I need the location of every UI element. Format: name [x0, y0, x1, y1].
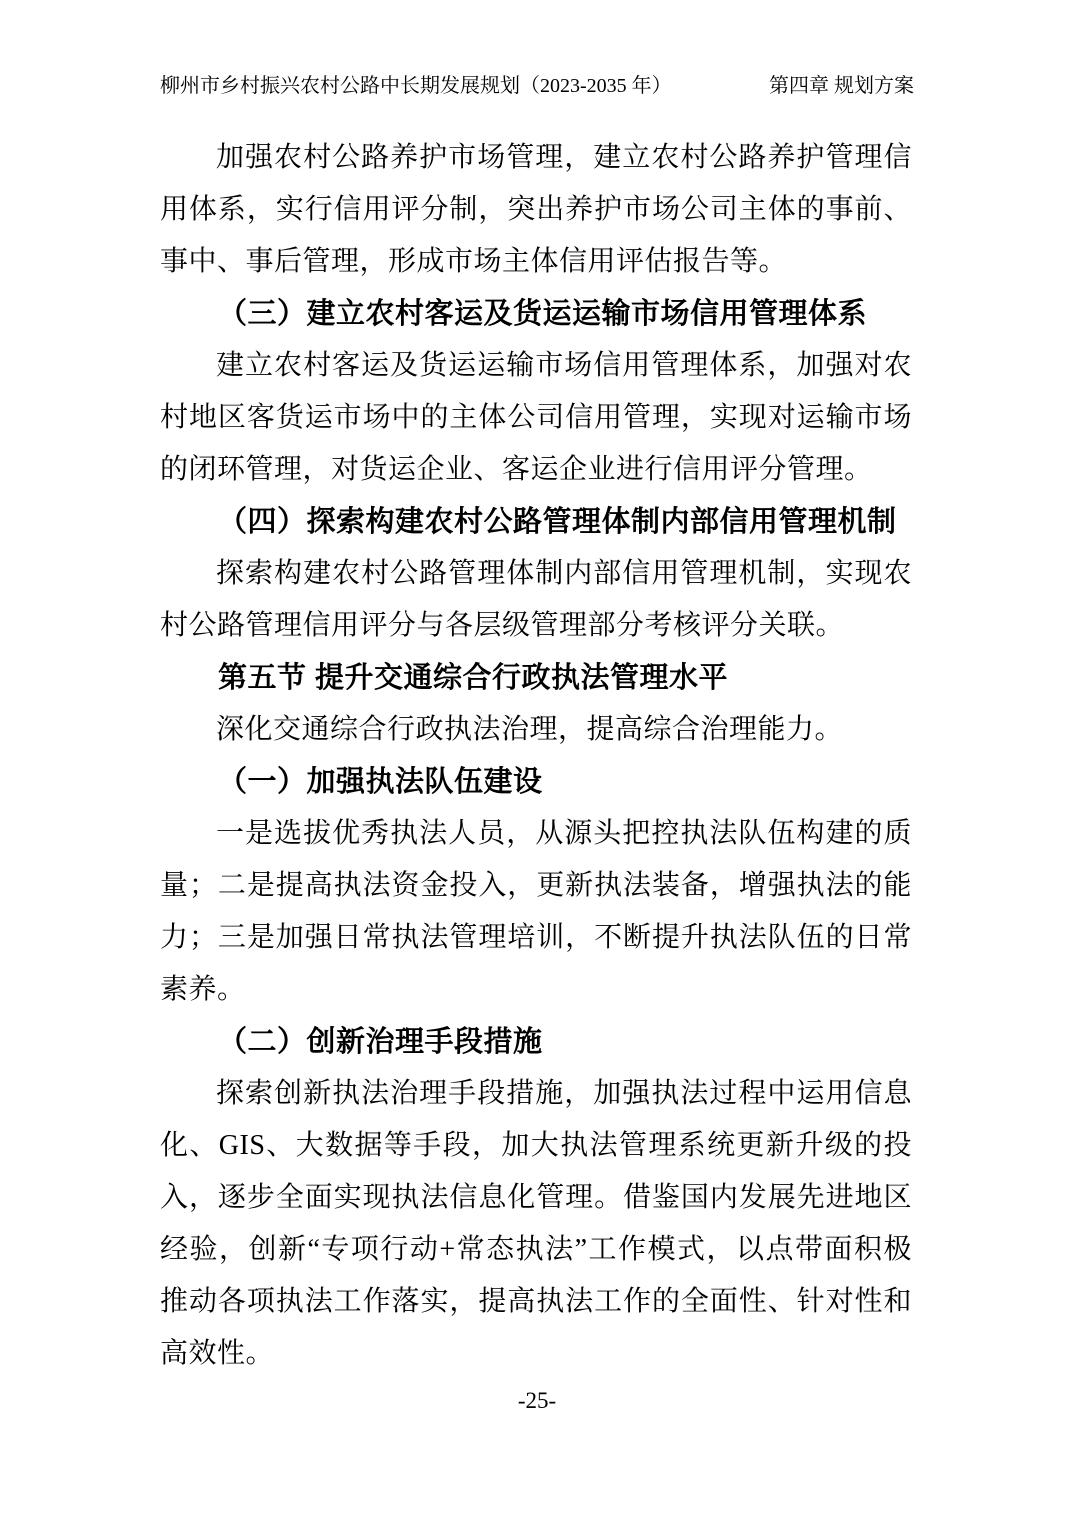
document-body: [160, 132, 912, 1380]
paragraph-law-enforcement-intro: 深化交通综合行政执法治理，提高综合治理能力。: [216, 714, 844, 745]
header-chapter-label: 第四章 规划方案: [769, 75, 914, 97]
page-number: -25-: [517, 1388, 557, 1413]
page-footer: [0, 1388, 1074, 1414]
paragraph-governance-innovation-measures: 探索创新执法治理手段措施，加强执法过程中运用信息化、GIS、大数据等手段，加大执法管理系统更新升级的投入，逐步全面实现执法信息化管理。借鉴国内发展先进地区经验，创新“专项行动+常态执法”工作模式，以点带面积极推动各项执法工作落实，提高执法工作的全面性、针对性和高效性。: [160, 1078, 912, 1369]
heading-4-internal-credit-mechanism: （四）探索构建农村公路管理体制内部信用管理机制: [218, 506, 897, 538]
section-heading-5-law-enforcement: 第五节 提升交通综合行政执法管理水平: [218, 662, 729, 694]
paragraph-passenger-freight-credit: 建立农村客运及货运运输市场信用管理体系，加强对农村地区客货运市场中的主体公司信用管理，实现对运输市场的闭环管理，对货运企业、客运企业进行信用评分管理。: [160, 350, 912, 485]
paragraph-maintenance-market-credit: 加强农村公路养护市场管理，建立农村公路养护管理信用体系，实行信用评分制，突出养护市场公司主体的事前、事中、事后管理，形成市场主体信用评估报告等。: [160, 142, 912, 277]
heading-1-enforcement-team-building: （一）加强执法队伍建设: [218, 766, 543, 798]
heading-3-passenger-freight-credit-system: （三）建立农村客运及货运运输市场信用管理体系: [218, 298, 868, 330]
paragraph-enforcement-team-measures: 一是选拔优秀执法人员，从源头把控执法队伍构建的质量；二是提高执法资金投入，更新执法装备，增强执法的能力；三是加强日常执法管理培训，不断提升执法队伍的日常素养。: [160, 818, 912, 1005]
heading-2-governance-innovation: （二）创新治理手段措施: [218, 1026, 543, 1058]
header-document-title: 柳州市乡村振兴农村公路中长期发展规划（2023-2035 年）: [160, 75, 672, 97]
paragraph-internal-credit-mechanism: 探索构建农村公路管理体制内部信用管理机制，实现农村公路管理信用评分与各层级管理部分考核评分关联。: [160, 558, 912, 641]
page-header: [160, 74, 914, 98]
